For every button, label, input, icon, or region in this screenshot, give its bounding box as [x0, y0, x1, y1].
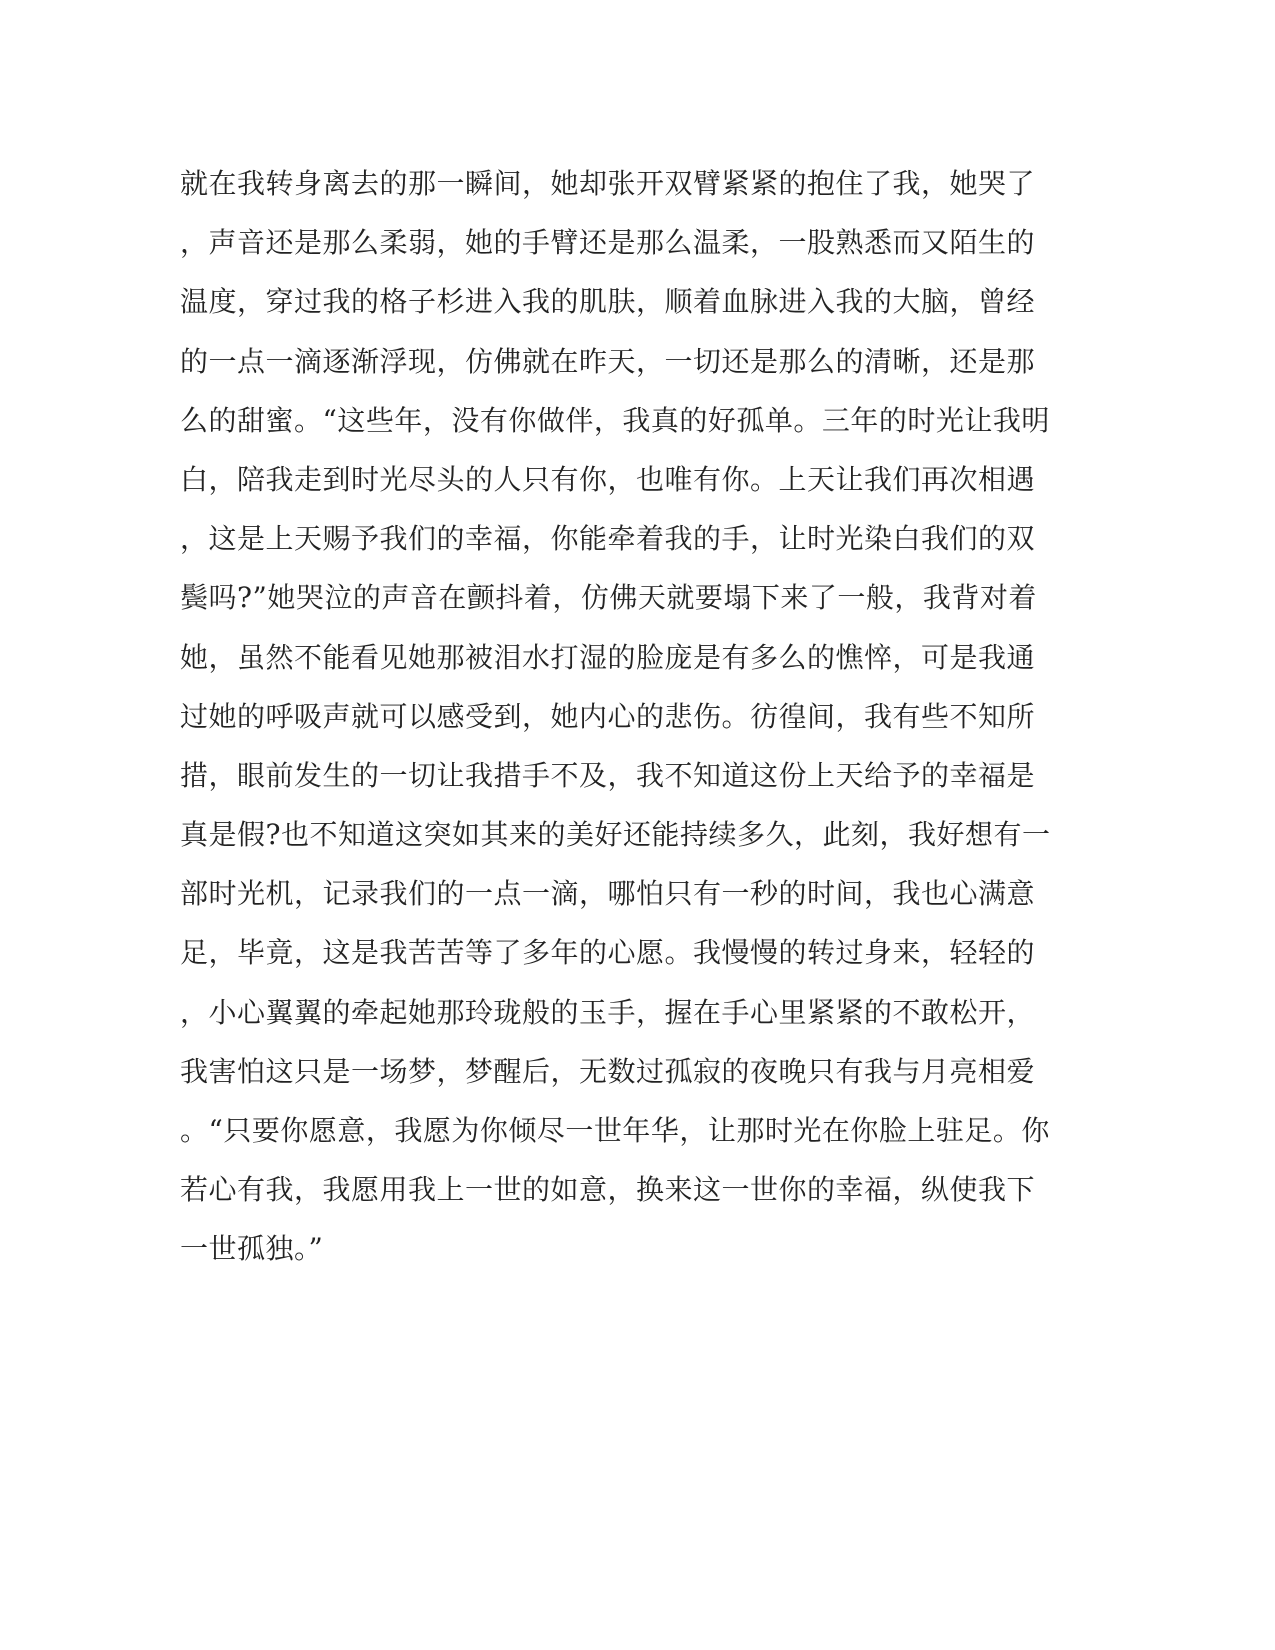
text-line: 鬓吗?”她哭泣的声音在颤抖着，仿佛天就要塌下来了一般，我背对着	[180, 581, 1037, 615]
text-line: 过她的呼吸声就可以感受到，她内心的悲伤。彷徨间，我有些不知所	[180, 699, 1036, 733]
text-line: 么的甜蜜。“这些年，没有你做伴，我真的好孤单。三年的时光让我明	[180, 403, 1050, 437]
text-line: ，小心翼翼的牵起她那玲珑般的玉手，握在手心里紧紧的不敢松开，	[180, 995, 1036, 1029]
text-line: 一世孤独。”	[180, 1232, 324, 1266]
text-line: 就在我转身离去的那一瞬间，她却张开双臂紧紧的抱住了我，她哭了	[180, 167, 1036, 200]
text-line: 她，虽然不能看见她那被泪水打湿的脸庞是有多么的憔悴，可是我通	[180, 640, 1036, 674]
text-line: 足，毕竟，这是我苦苦等了多年的心愿。我慢慢的转过身来，轻轻的	[180, 936, 1036, 970]
text-line: 措，眼前发生的一切让我措手不及，我不知道这份上天给予的幸福是	[180, 758, 1036, 792]
text-line: 真是假?也不知道这突如其来的美好还能持续多久，此刻，我好想有一	[180, 818, 1051, 852]
text-line: 白，陪我走到时光尽头的人只有你，也唯有你。上天让我们再次相遇	[180, 462, 1036, 496]
text-line: ，声音还是那么柔弱，她的手臂还是那么温柔，一股熟悉而又陌生的	[180, 226, 1036, 260]
text-line: 。“只要你愿意，我愿为你倾尽一世年华，让那时光在你脸上驻足。你	[180, 1114, 1050, 1147]
body-paragraph	[180, 154, 1051, 1279]
text-line: 温度，穿过我的格子杉进入我的肌肤，顺着血脉进入我的大脑，曾经	[180, 285, 1036, 319]
text-line: 的一点一滴逐渐浮现，仿佛就在昨天，一切还是那么的清晰，还是那	[180, 344, 1036, 378]
text-line: ，这是上天赐予我们的幸福，你能牵着我的手，让时光染白我们的双	[180, 522, 1036, 556]
text-line: 我害怕这只是一场梦，梦醒后，无数过孤寂的夜晚只有我与月亮相爱	[180, 1054, 1036, 1088]
text-line: 部时光机，记录我们的一点一滴，哪怕只有一秒的时间，我也心满意	[180, 877, 1036, 911]
text-line: 若心有我，我愿用我上一世的如意，换来这一世你的幸福，纵使我下	[180, 1173, 1036, 1207]
